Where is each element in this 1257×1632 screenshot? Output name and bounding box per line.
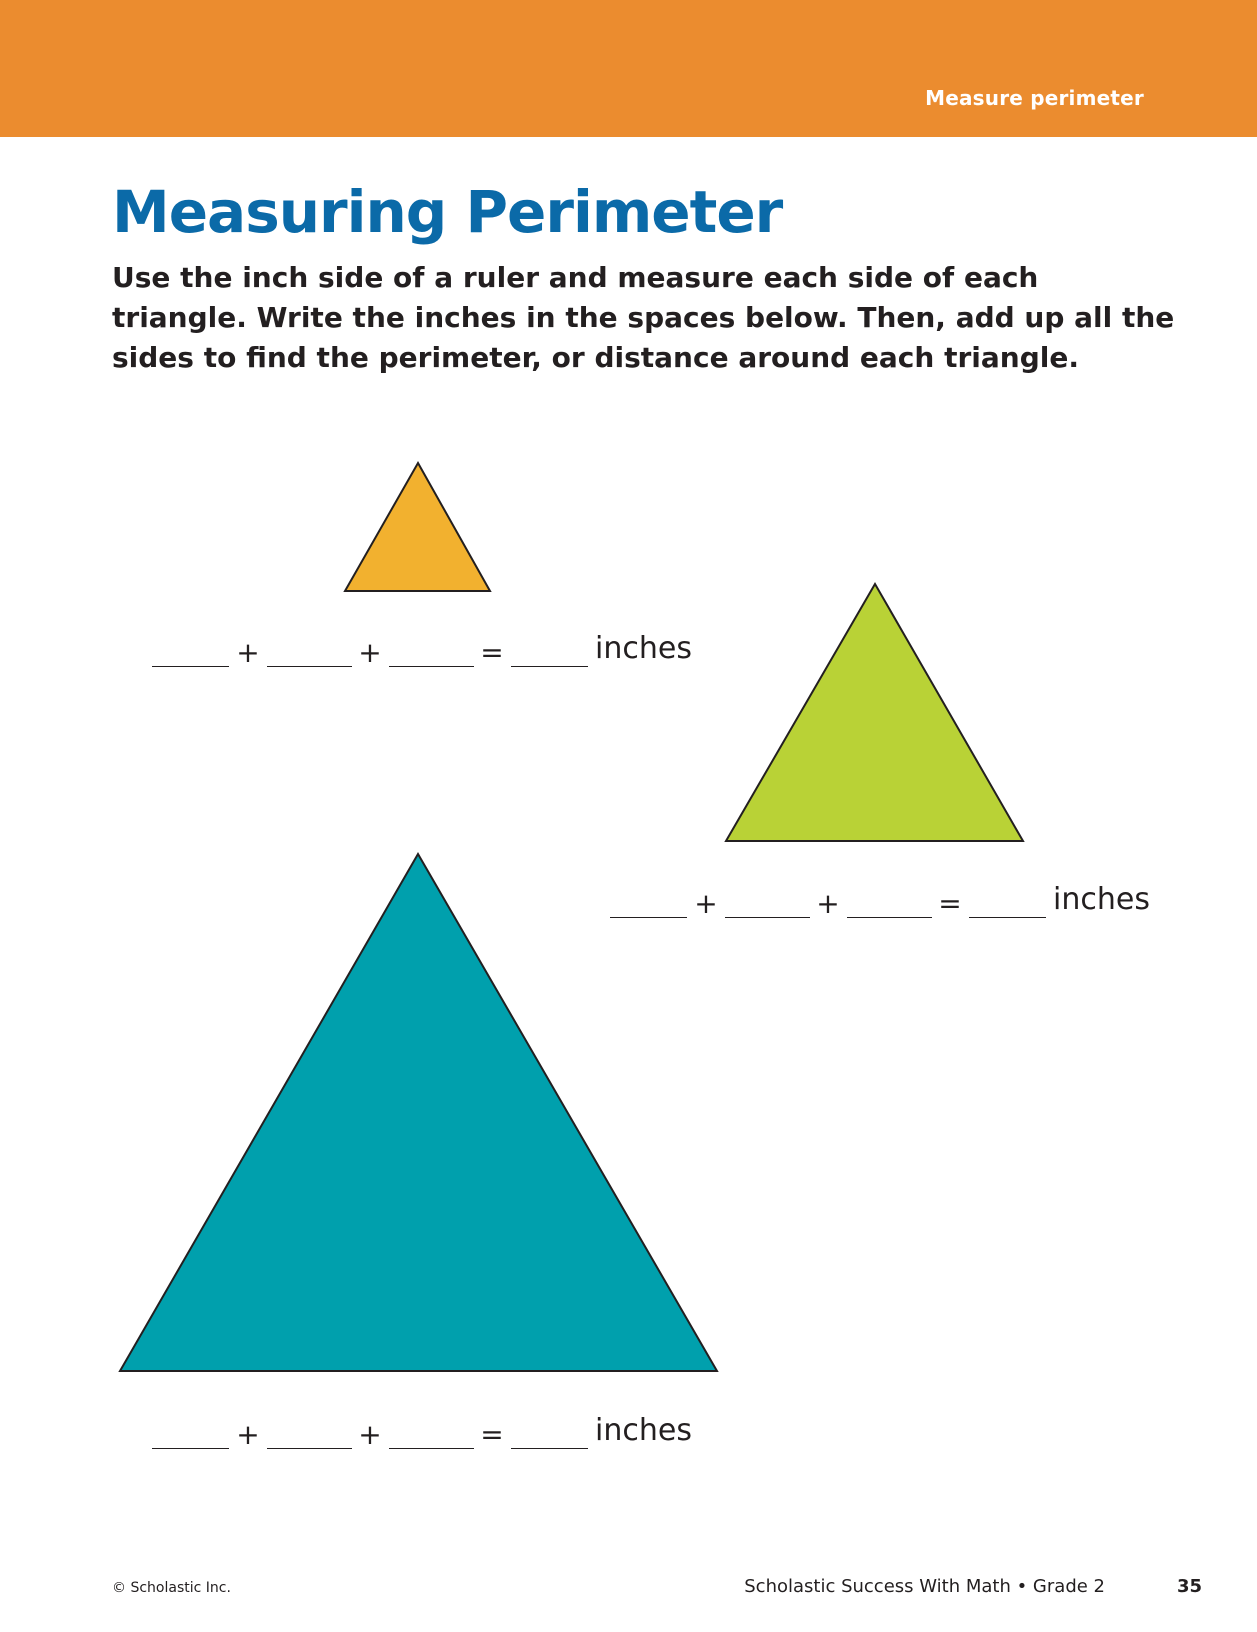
book-title: Scholastic Success With Math • Grade 2	[744, 1576, 1105, 1597]
perimeter-blank[interactable]	[511, 1448, 588, 1449]
side-1-blank[interactable]	[152, 1448, 229, 1449]
plus-sign: +	[236, 1418, 260, 1451]
plus-sign: +	[358, 636, 382, 669]
plus-sign: +	[694, 887, 718, 920]
header-band	[0, 0, 1257, 137]
equals-sign: =	[480, 636, 504, 669]
triangle-small-shape	[345, 463, 490, 591]
unit-label: inches	[595, 631, 692, 666]
plus-sign: +	[358, 1418, 382, 1451]
page-number: 35	[1176, 1576, 1202, 1597]
triangle-large	[118, 852, 719, 1373]
equation-row-large	[152, 1408, 692, 1454]
section-label: Measure perimeter	[925, 86, 1144, 110]
triangle-medium-shape	[726, 584, 1023, 841]
perimeter-blank[interactable]	[511, 666, 588, 667]
unit-label: inches	[595, 1413, 692, 1448]
side-2-blank[interactable]	[267, 1448, 352, 1449]
equals-sign: =	[938, 887, 962, 920]
plus-sign: +	[816, 887, 840, 920]
plus-sign: +	[236, 636, 260, 669]
page-title: Measuring Perimeter	[112, 178, 783, 246]
perimeter-blank[interactable]	[969, 917, 1046, 918]
side-3-blank[interactable]	[389, 666, 474, 667]
unit-label: inches	[1053, 882, 1150, 917]
side-3-blank[interactable]	[389, 1448, 474, 1449]
copyright-notice: © Scholastic Inc.	[112, 1580, 231, 1596]
instructions: Use the inch side of a ruler and measure each side of each triangle. Write the inches in the spaces below. Then, add up all the sides to find the perimeter, or distance around each triangle.	[112, 261, 1175, 374]
equation-row-small	[152, 626, 692, 672]
side-3-blank[interactable]	[847, 917, 932, 918]
triangle-small	[343, 461, 493, 593]
equals-sign: =	[480, 1418, 504, 1451]
side-2-blank[interactable]	[267, 666, 352, 667]
side-2-blank[interactable]	[725, 917, 810, 918]
side-1-blank[interactable]	[152, 666, 229, 667]
triangle-large-shape	[120, 854, 717, 1371]
triangle-medium	[724, 582, 1026, 843]
